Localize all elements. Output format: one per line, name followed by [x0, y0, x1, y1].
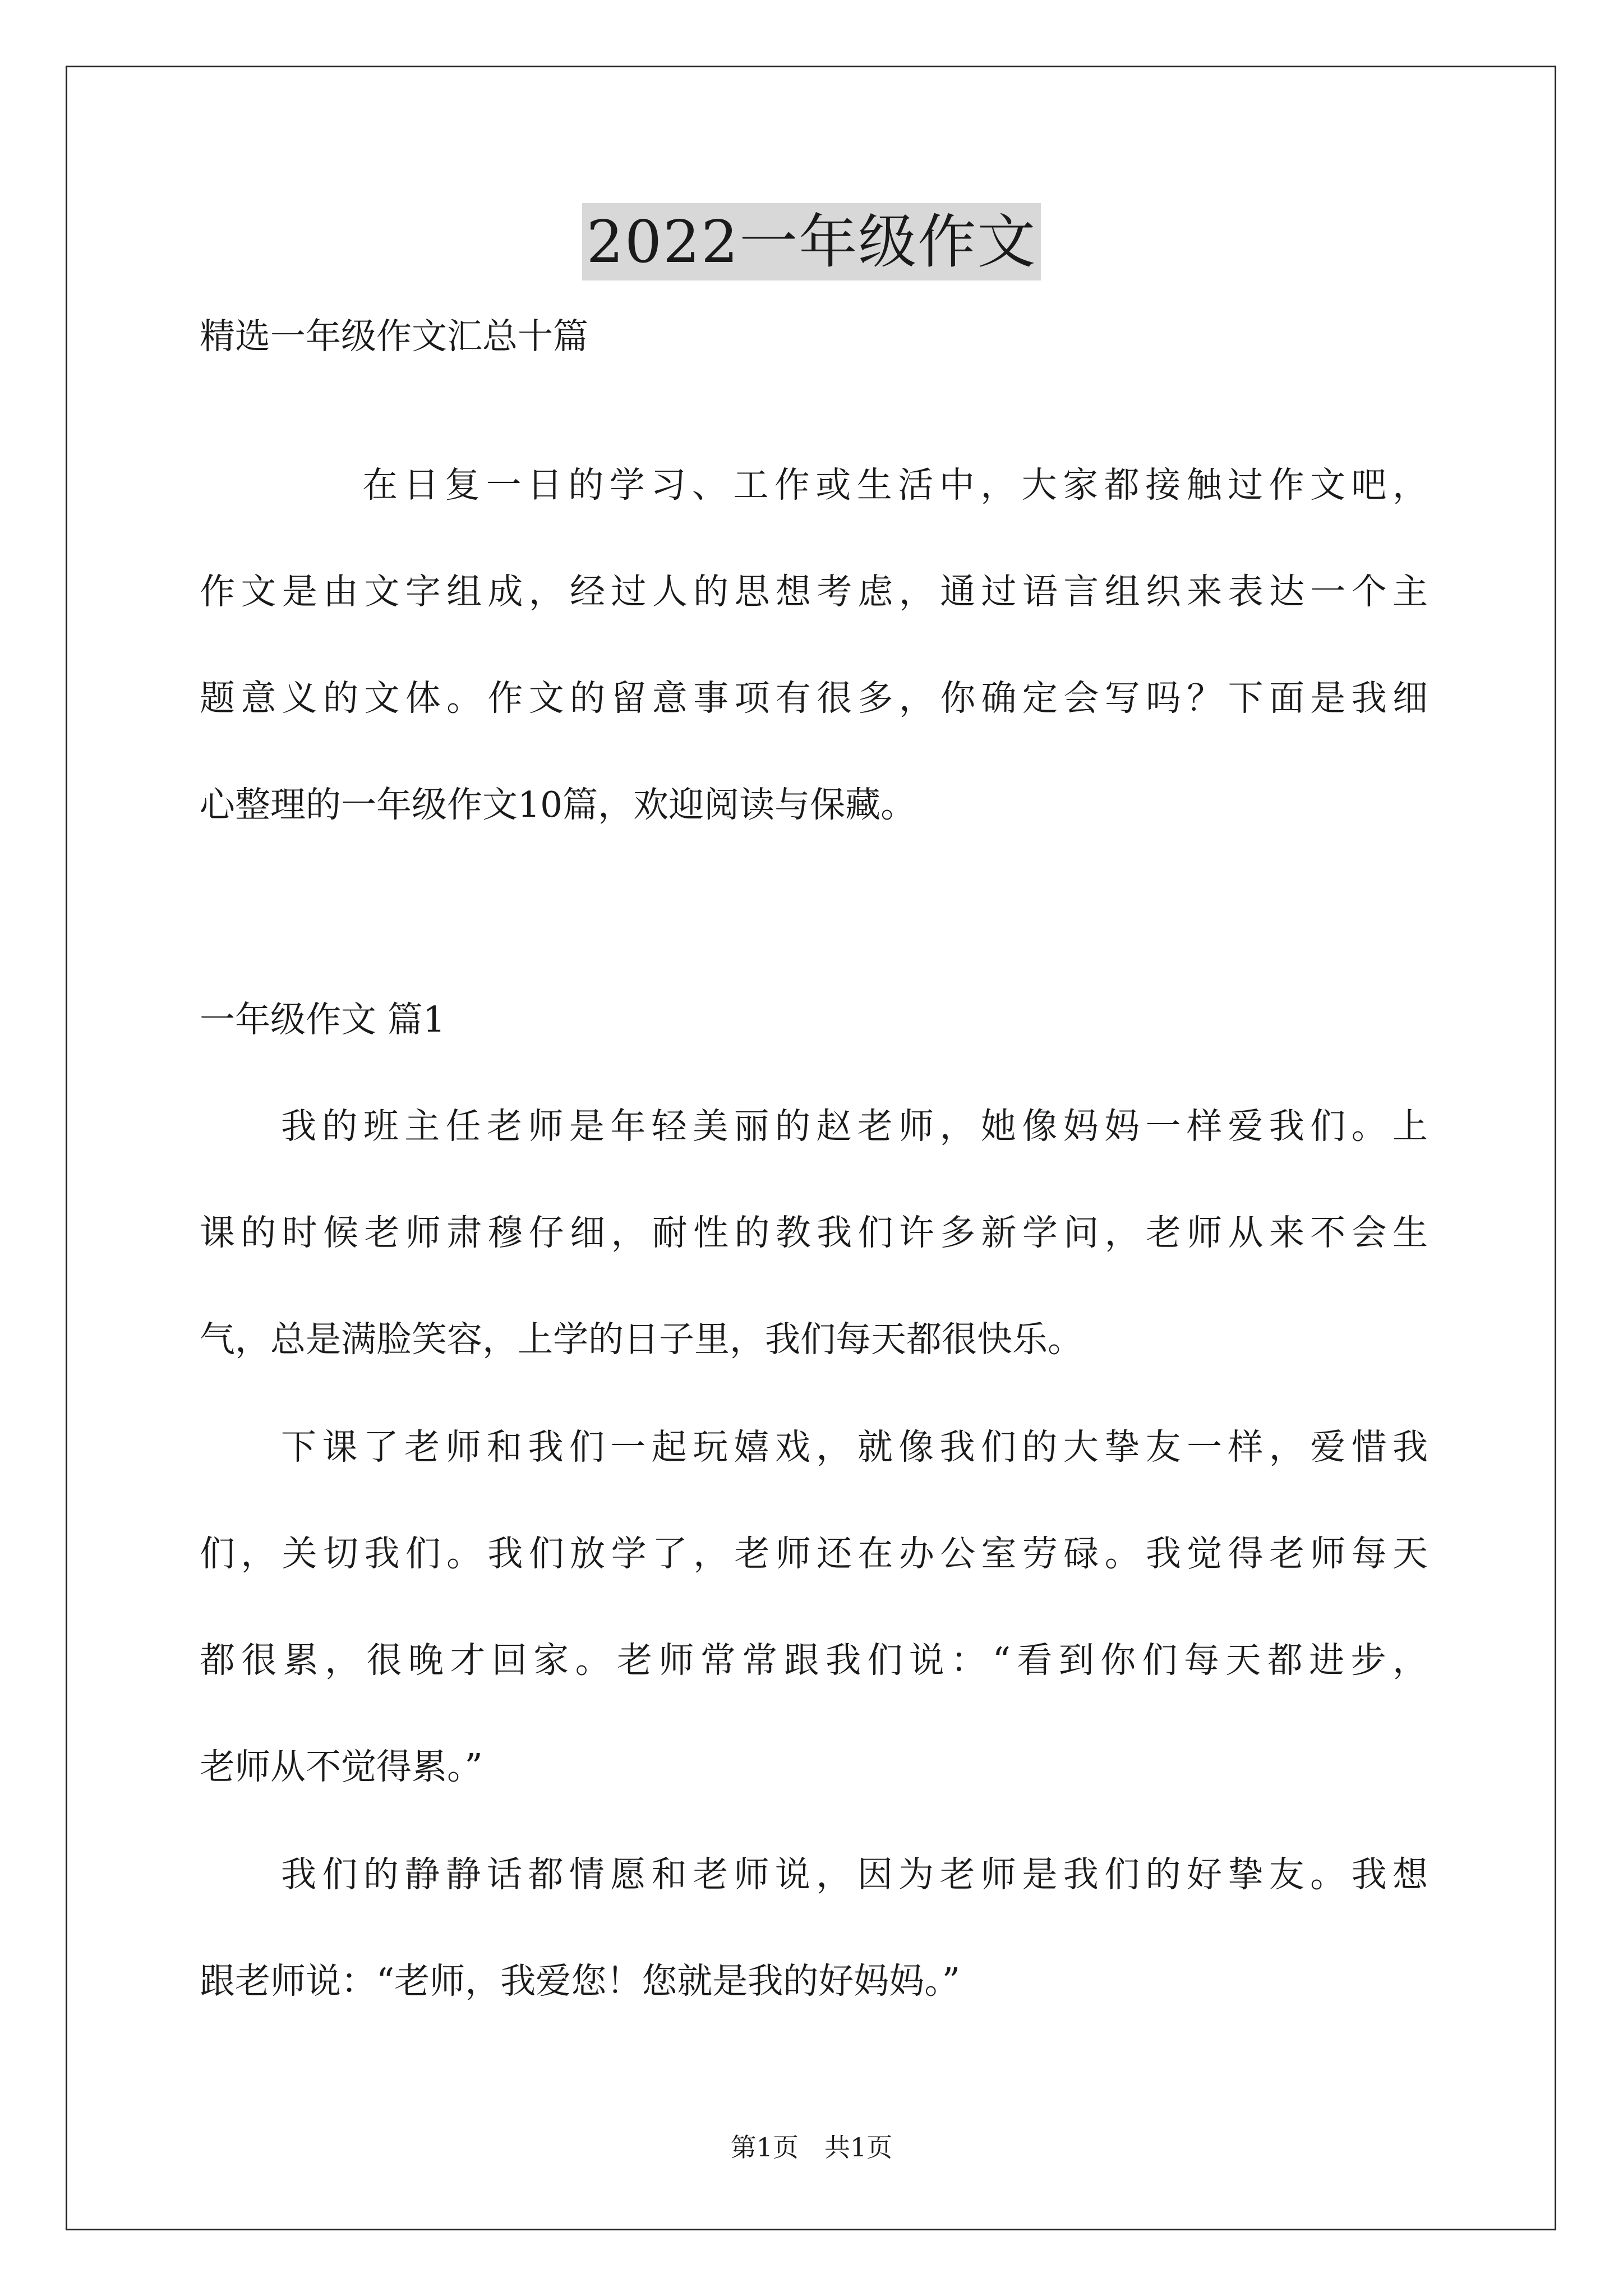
- intro-line: 心整理的一年级作文10篇，欢迎阅读与保藏。: [200, 784, 916, 825]
- paragraph-line: 下课了老师和我们一起玩嬉戏，就像我们的大挚友一样，爱惜我: [281, 1427, 1428, 1467]
- document-title: 2022一年级作文: [582, 203, 1041, 280]
- intro-line: 作文是由文字组成，经过人的思想考虑，通过语言组织来表达一个主: [200, 571, 1428, 612]
- paragraph-line: 我们的静静话都情愿和老师说，因为老师是我们的好挚友。我想: [281, 1854, 1428, 1895]
- paragraph-line: 老师从不觉得累。”: [200, 1746, 483, 1787]
- paragraph-line: 都很累，很晚才回家。老师常常跟我们说：“看到你们每天都进步，: [200, 1640, 1428, 1681]
- intro-line: 在日复一日的学习、工作或生活中，大家都接触过作文吧，: [362, 464, 1428, 505]
- document-subtitle: 精选一年级作文汇总十篇: [200, 316, 588, 357]
- paragraph-line: 课的时候老师肃穆仔细，耐性的教我们许多新学问，老师从来不会生: [200, 1212, 1428, 1253]
- paragraph-line: 气，总是满脸笑容，上学的日子里，我们每天都很快乐。: [200, 1319, 1083, 1360]
- section-heading: 一年级作文 篇1: [200, 999, 446, 1040]
- title-container: [0, 203, 1623, 280]
- paragraph-line: 们，关切我们。我们放学了，老师还在办公室劳碌。我觉得老师每天: [200, 1533, 1428, 1574]
- intro-line: 题意义的文体。作文的留意事项有很多，你确定会写吗？下面是我细: [200, 678, 1428, 719]
- paragraph-line: 我的班主任老师是年轻美丽的赵老师，她像妈妈一样爱我们。上: [281, 1106, 1428, 1147]
- page-footer: 第1页 共1页: [730, 2132, 893, 2162]
- paragraph-line: 跟老师说：“老师，我爱您！您就是我的好妈妈。”: [200, 1961, 960, 2001]
